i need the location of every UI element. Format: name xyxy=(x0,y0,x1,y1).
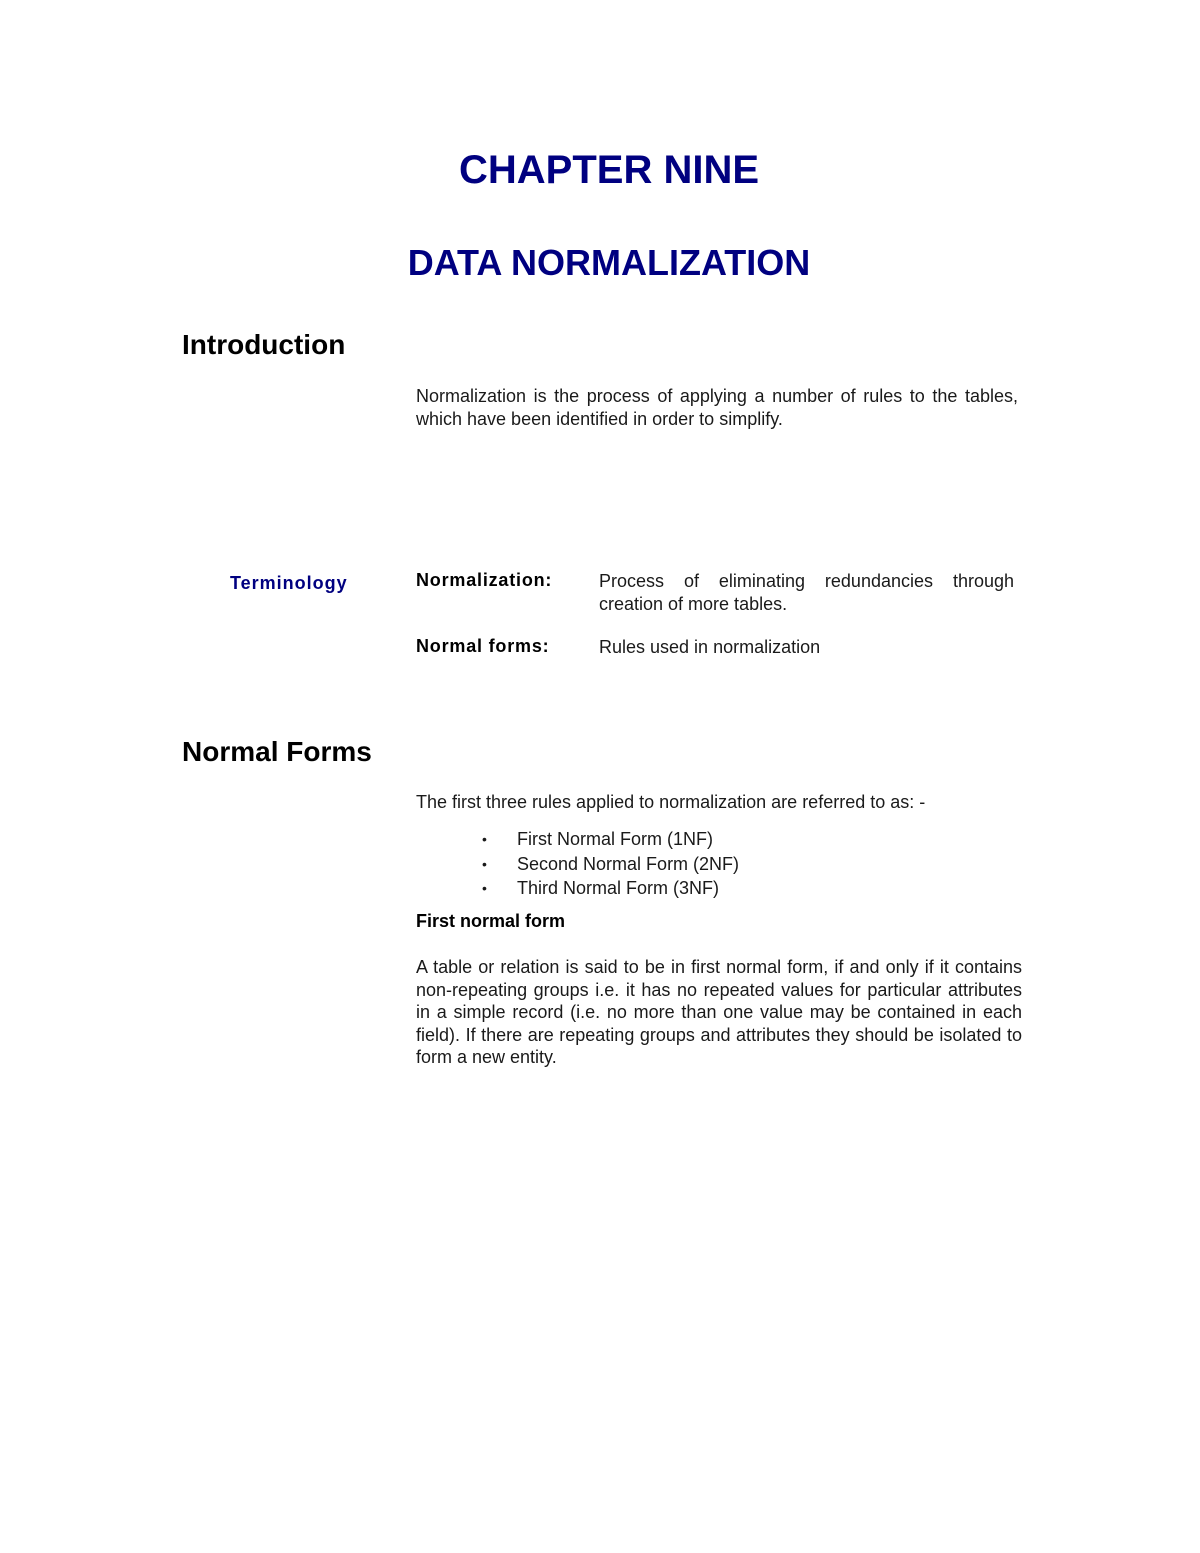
chapter-title: CHAPTER NINE xyxy=(458,148,760,192)
normal-forms-list xyxy=(480,827,739,901)
terminology-side-label: Terminology xyxy=(230,573,348,593)
term-normalization-label: Normalization: xyxy=(416,570,553,590)
list-item: • Third Normal Form (3NF) xyxy=(480,876,739,901)
term-normal-forms-label: Normal forms: xyxy=(416,636,550,656)
first-normal-form-subheading: First normal form xyxy=(416,911,566,931)
term-normal-forms-definition: Rules used in normalization xyxy=(599,637,821,657)
list-item: • Second Normal Form (2NF) xyxy=(480,852,739,877)
introduction-paragraph: Normalization is the process of applying a number of rules to the tables, which have been identified in order to simplify. xyxy=(416,386,1018,429)
list-item: • First Normal Form (1NF) xyxy=(480,827,739,852)
bullet-icon: • xyxy=(482,880,487,897)
bullet-icon: • xyxy=(482,831,487,847)
first-normal-form-paragraph: A table or relation is said to be in first normal form, if and only if it contains non-repeating groups i.e. it has no repeated values for particular attributes in a simple record (i.e. no more than one value may be contained in each field). If there are repeating groups and attributes they should be isolated to form a new entity. xyxy=(416,957,1022,1067)
term-normalization-definition: Process of eliminating redundancies through creation of more tables. xyxy=(599,571,1014,614)
document-title: DATA NORMALIZATION xyxy=(407,242,811,283)
introduction-heading: Introduction xyxy=(182,329,346,360)
normal-forms-intro: The first three rules applied to normalization are referred to as: - xyxy=(416,792,926,812)
normal-forms-heading: Normal Forms xyxy=(182,736,372,767)
bullet-icon: • xyxy=(482,855,487,872)
